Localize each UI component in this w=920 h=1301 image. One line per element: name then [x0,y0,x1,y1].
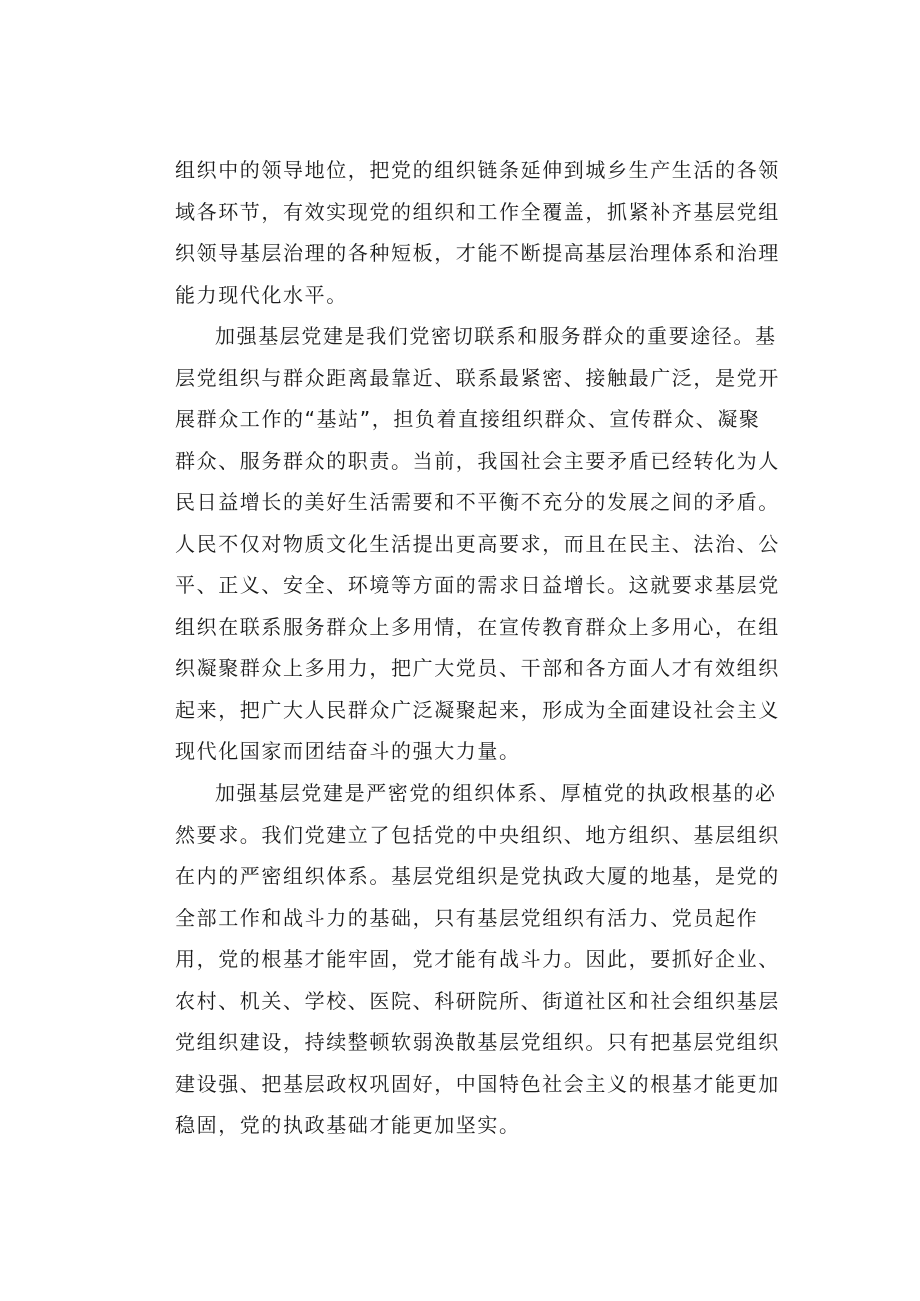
text-line: 然要求。我们党建立了包括党的中央组织、地方组织、基层组织 [175,822,780,847]
text-line: 民日益增长的美好生活需要和不平衡不充分的发展之间的矛盾。 [175,490,780,514]
text-line: 组织中的领导地位，把党的组织链条延伸到城乡生产生活的各领 [175,158,780,182]
text-line: 全部工作和战斗力的基础，只有基层党组织有活力、党员起作 [175,905,759,930]
text-line: 展群众工作的“基站”，担负着直接组织群众、宣传群众、凝聚 [175,407,761,431]
text-line: 起来，把广大人民群众广泛凝聚起来，形成为全面建设社会主义 [175,697,780,722]
text-line: 层党组织与群众距离最靠近、联系最紧密、接触最广泛，是党开 [175,365,780,390]
text-line: 现代化国家而团结奋斗的强大力量。 [175,739,521,763]
text-line: 织领导基层治理的各种短板，才能不断提高基层治理体系和治理 [175,241,780,265]
paragraph-3 [175,773,780,1147]
text-line: 加强基层党建是我们党密切联系和服务群众的重要途径。基 [215,324,777,348]
text-line: 建设强、把基层政权巩固好，中国特色社会主义的根基才能更加 [175,1071,780,1096]
text-line: 平、正义、安全、环境等方面的需求日益增长。这就要求基层党 [175,573,780,597]
text-line: 组织在联系服务群众上多用情，在宣传教育群众上多用心，在组 [175,614,780,639]
paragraph-1 [175,150,780,316]
text-line: 人民不仅对物质文化生活提出更高要求，而且在民主、法治、公 [175,531,780,556]
text-line: 党组织建设，持续整顿软弱涣散基层党组织。只有把基层党组织 [175,1030,780,1054]
text-line: 稳固，党的执政基础才能更加坚实。 [175,1113,521,1137]
text-line: 域各环节，有效实现党的组织和工作全覆盖，抓紧补齐基层党组 [175,199,780,224]
text-line: 加强基层党建是严密党的组织体系、厚植党的执政根基的必 [215,781,777,805]
paragraph-2 [175,316,780,773]
text-line: 群众、服务群众的职责。当前，我国社会主要矛盾已经转化为人 [175,448,780,473]
text-line: 在内的严密组织体系。基层党组织是党执政大厦的地基，是党的 [175,864,780,888]
text-line: 用，党的根基才能牢固，党才能有战斗力。因此，要抓好企业、 [175,947,780,971]
text-line: 能力现代化水平。 [175,282,348,307]
text-line: 织凝聚群众上多用力，把广大党员、干部和各方面人才有效组织 [175,656,780,680]
text-line: 农村、机关、学校、医院、科研院所、街道社区和社会组织基层 [175,988,780,1013]
